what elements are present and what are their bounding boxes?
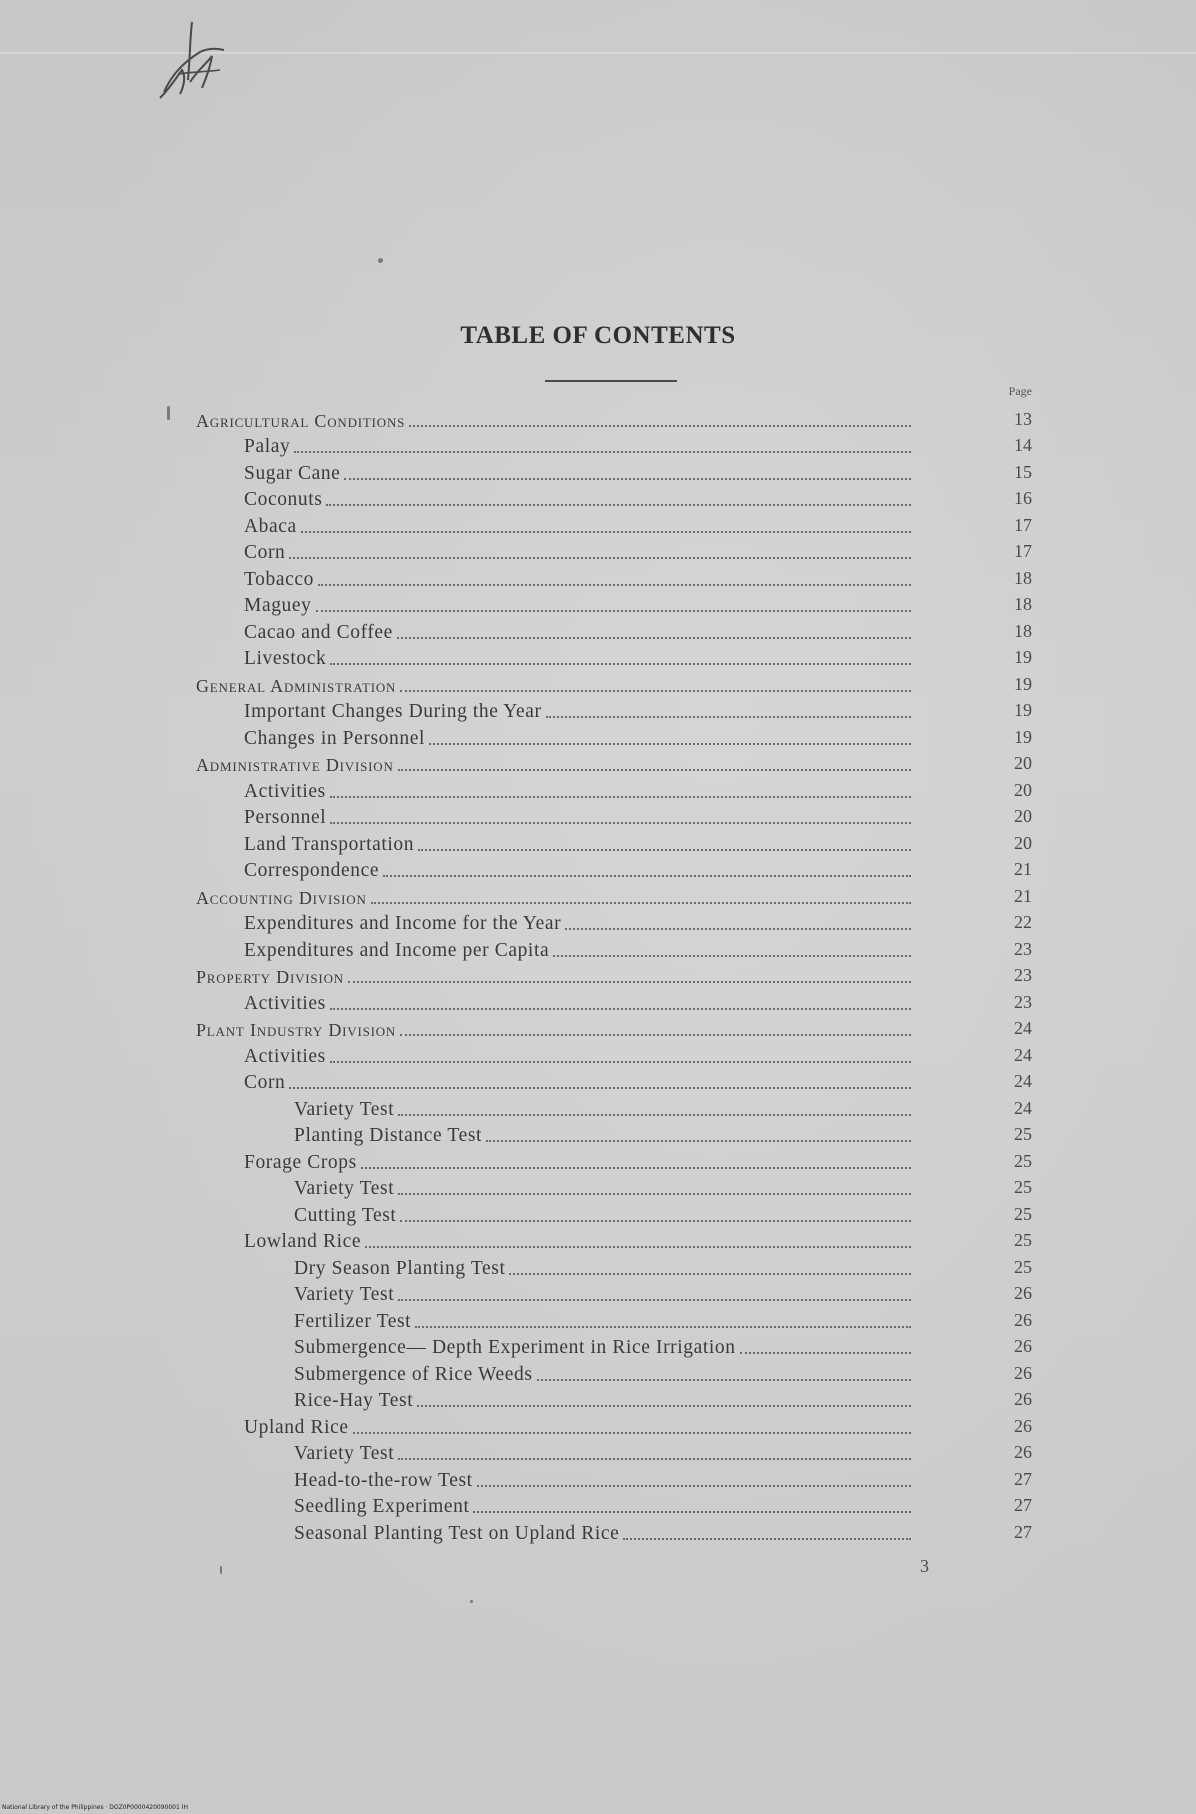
toc-entry-line bbox=[294, 1496, 959, 1518]
dot-leader bbox=[318, 584, 911, 586]
toc-entry-page: 25 bbox=[1014, 1256, 1032, 1277]
dot-leader bbox=[348, 981, 911, 983]
toc-entry bbox=[0, 405, 1196, 432]
toc-entry bbox=[0, 697, 1196, 724]
toc-entry-page: 16 bbox=[1014, 488, 1032, 508]
toc-entry bbox=[0, 1200, 1196, 1227]
dot-leader bbox=[397, 637, 911, 639]
toc-entry-label: Cutting Test bbox=[294, 1204, 397, 1226]
toc-entry bbox=[0, 1280, 1196, 1307]
toc-entry-page: 24 bbox=[1014, 1044, 1032, 1065]
dot-leader bbox=[418, 849, 911, 851]
toc-entry bbox=[0, 776, 1196, 803]
toc-entry-line bbox=[196, 1019, 959, 1041]
toc-entry-line bbox=[294, 1311, 959, 1333]
paper-speck bbox=[470, 1600, 473, 1603]
toc-entry-label: Personnel bbox=[244, 807, 327, 828]
toc-entry-label: Variety Test bbox=[294, 1098, 395, 1120]
toc-entry-label: Seedling Experiment bbox=[294, 1496, 470, 1517]
toc-entry bbox=[0, 670, 1196, 697]
dot-leader bbox=[344, 478, 911, 480]
toc-entry-label: Maguey bbox=[244, 595, 312, 616]
dot-leader bbox=[330, 822, 911, 824]
dot-leader bbox=[326, 504, 911, 506]
dot-leader bbox=[409, 425, 911, 427]
toc-entry-label: Livestock bbox=[244, 648, 327, 669]
toc-entry-page: 24 bbox=[1014, 1071, 1032, 1091]
toc-entry bbox=[0, 485, 1196, 512]
toc-entry-line bbox=[294, 1470, 959, 1492]
dot-leader bbox=[316, 610, 912, 612]
dot-leader bbox=[398, 1114, 911, 1116]
dot-leader bbox=[429, 743, 911, 745]
toc-entry bbox=[0, 909, 1196, 936]
toc-entry-line bbox=[196, 675, 959, 697]
toc-entry-page: 18 bbox=[1014, 620, 1032, 641]
toc-entry-line bbox=[244, 807, 959, 829]
toc-entry-page: 18 bbox=[1014, 594, 1032, 614]
toc-entry-page: 21 bbox=[1014, 859, 1032, 879]
toc-entry-line bbox=[244, 1046, 959, 1068]
toc-entry-label: Lowland Rice bbox=[244, 1231, 362, 1252]
toc-entry-label: Corn bbox=[244, 542, 286, 563]
toc-entry-line bbox=[244, 913, 959, 935]
toc-entry-label: Sugar Cane bbox=[244, 462, 341, 484]
toc-entry-label: Coconuts bbox=[244, 489, 323, 510]
toc-entry-page: 26 bbox=[1014, 1309, 1032, 1330]
toc-entry-page: 27 bbox=[1014, 1468, 1032, 1489]
toc-entry-label: Agricultural Conditions bbox=[196, 410, 406, 431]
toc-entry bbox=[0, 1121, 1196, 1148]
toc-entry-line bbox=[294, 1390, 959, 1412]
paper-speck bbox=[220, 1566, 222, 1574]
dot-leader bbox=[537, 1379, 911, 1381]
toc-entry bbox=[0, 723, 1196, 750]
toc-entry-line bbox=[244, 1417, 959, 1439]
dot-leader bbox=[371, 902, 911, 904]
dot-leader bbox=[301, 531, 911, 533]
toc-entry-page: 15 bbox=[1014, 461, 1032, 482]
dot-leader bbox=[398, 1299, 911, 1301]
dot-leader bbox=[398, 1193, 911, 1195]
toc-entry-label: Upland Rice bbox=[244, 1416, 349, 1438]
toc-entry-label: Correspondence bbox=[244, 860, 380, 881]
toc-entry-label: Head-to-the-row Test bbox=[294, 1469, 473, 1491]
toc-entry-line bbox=[244, 648, 959, 670]
toc-entry-line bbox=[294, 1258, 959, 1280]
toc-entry-label: Submergence— Depth Experiment in Rice Irrigation bbox=[294, 1337, 736, 1358]
toc-entry-line bbox=[244, 622, 959, 644]
toc-entry-page: 23 bbox=[1014, 991, 1032, 1012]
toc-entry-label: Important Changes During the Year bbox=[244, 701, 542, 722]
dot-leader bbox=[400, 690, 911, 692]
toc-entry-label: Changes in Personnel bbox=[244, 727, 425, 749]
dot-leader bbox=[417, 1405, 911, 1407]
toc-entry-line bbox=[294, 1205, 959, 1227]
toc-entry bbox=[0, 1359, 1196, 1386]
toc-entry bbox=[0, 591, 1196, 618]
toc-entry bbox=[0, 432, 1196, 459]
toc-entry-page: 20 bbox=[1014, 806, 1032, 826]
dot-leader bbox=[398, 769, 911, 771]
toc-entry bbox=[0, 962, 1196, 989]
toc-entry-page: 19 bbox=[1014, 700, 1032, 720]
toc-entry-label: Forage Crops bbox=[244, 1151, 357, 1173]
toc-entry-label: General Administration bbox=[196, 675, 397, 696]
toc-entry-line bbox=[196, 410, 959, 432]
toc-entry-line bbox=[244, 993, 959, 1015]
toc-entry-line bbox=[196, 887, 959, 909]
toc-entry-line bbox=[244, 728, 959, 750]
toc-entry-line bbox=[244, 1152, 959, 1174]
toc-entry-line bbox=[294, 1284, 959, 1306]
toc-entry bbox=[0, 1227, 1196, 1254]
toc-entry-page: 25 bbox=[1014, 1150, 1032, 1171]
toc-entry-page: 26 bbox=[1014, 1442, 1032, 1462]
toc-entry-label: Property Division bbox=[196, 967, 344, 987]
toc-entry-label: Planting Distance Test bbox=[294, 1125, 483, 1146]
dot-leader bbox=[486, 1140, 911, 1142]
toc-entry-label: Expenditures and Income for the Year bbox=[244, 913, 562, 934]
title-rule bbox=[545, 380, 677, 382]
toc-entry-line bbox=[244, 701, 959, 723]
toc-entry-page: 13 bbox=[1014, 408, 1032, 429]
toc-entry-line bbox=[196, 966, 959, 988]
toc-entry bbox=[0, 1253, 1196, 1280]
toc-entry bbox=[0, 1465, 1196, 1492]
toc-entry-line bbox=[244, 834, 959, 856]
toc-entry-label: Tobacco bbox=[244, 568, 314, 590]
toc-entry-label: Land Transportation bbox=[244, 833, 415, 855]
toc-entry-line bbox=[244, 1231, 959, 1253]
toc-entry bbox=[0, 1041, 1196, 1068]
dot-leader bbox=[289, 1087, 911, 1089]
toc-entry-page: 20 bbox=[1014, 753, 1032, 773]
toc-entry-line bbox=[196, 754, 959, 776]
toc-entry bbox=[0, 564, 1196, 591]
toc-entry-label: Activities bbox=[244, 1045, 326, 1067]
page-number: 3 bbox=[920, 1556, 929, 1576]
toc-entry-label: Activities bbox=[244, 780, 326, 802]
toc-entry bbox=[0, 617, 1196, 644]
toc-entry-line bbox=[294, 1523, 959, 1545]
toc-entry bbox=[0, 1015, 1196, 1042]
dot-leader bbox=[398, 1458, 911, 1460]
handwritten-initials bbox=[150, 18, 240, 108]
toc-entry-line bbox=[244, 940, 959, 962]
toc-entry-label: Expenditures and Income per Capita bbox=[244, 939, 550, 961]
dot-leader bbox=[361, 1167, 911, 1169]
toc-entry-line bbox=[244, 436, 959, 458]
toc-entry-page: 24 bbox=[1014, 1097, 1032, 1118]
toc-entry-page: 27 bbox=[1014, 1521, 1032, 1542]
toc-entry bbox=[0, 1333, 1196, 1360]
toc-entry bbox=[0, 1439, 1196, 1466]
toc-entry-line bbox=[244, 595, 959, 617]
toc-entry-page: 22 bbox=[1014, 912, 1032, 932]
toc-entry bbox=[0, 935, 1196, 962]
toc-entry-page: 19 bbox=[1014, 726, 1032, 747]
page-column-header: Page bbox=[1008, 384, 1032, 398]
toc-entry-line bbox=[244, 542, 959, 564]
toc-entry-page: 21 bbox=[1014, 885, 1032, 906]
toc-entry-page: 17 bbox=[1014, 514, 1032, 535]
toc-entry bbox=[0, 803, 1196, 830]
dot-leader bbox=[473, 1511, 911, 1513]
toc-entry-page: 27 bbox=[1014, 1495, 1032, 1515]
dot-leader bbox=[383, 875, 911, 877]
dot-leader bbox=[546, 716, 911, 718]
toc-entry-page: 24 bbox=[1014, 1018, 1032, 1038]
toc-entry-line bbox=[294, 1443, 959, 1465]
toc-entry-page: 19 bbox=[1014, 673, 1032, 694]
toc-entry-page: 26 bbox=[1014, 1389, 1032, 1409]
toc-entry bbox=[0, 1068, 1196, 1095]
dot-leader bbox=[289, 557, 911, 559]
toc-entry-page: 26 bbox=[1014, 1362, 1032, 1383]
toc-entry bbox=[0, 511, 1196, 538]
toc-entry bbox=[0, 644, 1196, 671]
toc-entry-page: 20 bbox=[1014, 832, 1032, 853]
toc-entry-label: Variety Test bbox=[294, 1443, 395, 1464]
dot-leader bbox=[294, 451, 911, 453]
toc-entry-page: 26 bbox=[1014, 1283, 1032, 1303]
toc-entry-label: Submergence of Rice Weeds bbox=[294, 1363, 533, 1385]
toc-entry bbox=[0, 1492, 1196, 1519]
toc-entry-page: 23 bbox=[1014, 965, 1032, 985]
toc-entry bbox=[0, 1306, 1196, 1333]
toc-entry bbox=[0, 1518, 1196, 1545]
toc-entry-page: 25 bbox=[1014, 1124, 1032, 1144]
toc-entry-line bbox=[294, 1125, 959, 1147]
dot-leader bbox=[400, 1220, 911, 1222]
toc-entry-label: Rice-Hay Test bbox=[294, 1390, 414, 1411]
toc-entry bbox=[0, 538, 1196, 565]
toc-entry-label: Seasonal Planting Test on Upland Rice bbox=[294, 1522, 620, 1544]
paper-speck bbox=[378, 258, 383, 263]
toc-entry-label: Activities bbox=[244, 992, 326, 1014]
dot-leader bbox=[553, 955, 911, 957]
dot-leader bbox=[330, 796, 911, 798]
toc-entry-label: Plant Industry Division bbox=[196, 1020, 397, 1040]
toc-entry bbox=[0, 750, 1196, 777]
toc-entry-label: Accounting Division bbox=[196, 887, 367, 908]
dot-leader bbox=[365, 1246, 911, 1248]
toc-entry-label: Variety Test bbox=[294, 1178, 395, 1199]
toc-entry-page: 25 bbox=[1014, 1230, 1032, 1250]
toc-entry-label: Cacao and Coffee bbox=[244, 621, 393, 643]
toc-entry-line bbox=[294, 1178, 959, 1200]
toc-entry-line bbox=[294, 1337, 959, 1359]
toc-entry bbox=[0, 988, 1196, 1015]
toc-entry-line bbox=[244, 781, 959, 803]
toc-entry bbox=[0, 829, 1196, 856]
toc-entry-line bbox=[294, 1099, 959, 1121]
toc-entry-line bbox=[244, 860, 959, 882]
toc-entry-page: 20 bbox=[1014, 779, 1032, 800]
dot-leader bbox=[509, 1273, 911, 1275]
toc-entry-line bbox=[244, 489, 959, 511]
dot-leader bbox=[477, 1485, 911, 1487]
dot-leader bbox=[353, 1432, 911, 1434]
dot-leader bbox=[400, 1034, 911, 1036]
toc-entry-page: 25 bbox=[1014, 1203, 1032, 1224]
toc-entry-line bbox=[244, 516, 959, 538]
toc-entry-page: 26 bbox=[1014, 1415, 1032, 1436]
toc-entry-label: Corn bbox=[244, 1072, 286, 1093]
toc-entry bbox=[0, 1094, 1196, 1121]
toc-entry bbox=[0, 882, 1196, 909]
page-title: TABLE OF CONTENTS bbox=[460, 322, 736, 349]
toc-entry bbox=[0, 458, 1196, 485]
dot-leader bbox=[623, 1538, 911, 1540]
toc-entry-page: 25 bbox=[1014, 1177, 1032, 1197]
toc-entry-label: Fertilizer Test bbox=[294, 1310, 412, 1332]
toc-entry-label: Palay bbox=[244, 436, 291, 457]
toc-entry-page: 17 bbox=[1014, 541, 1032, 561]
toc-entry-page: 19 bbox=[1014, 647, 1032, 667]
toc-entry bbox=[0, 856, 1196, 883]
dot-leader bbox=[565, 928, 911, 930]
toc-entry-label: Abaca bbox=[244, 515, 297, 537]
table-of-contents bbox=[0, 405, 1196, 1545]
archive-credit: National Library of the Philippines · DOZ0P0000420090001 IH bbox=[2, 1804, 188, 1811]
toc-entry-label: Administrative Division bbox=[196, 755, 394, 775]
toc-entry-line bbox=[244, 569, 959, 591]
toc-entry-label: Variety Test bbox=[294, 1284, 395, 1305]
dot-leader bbox=[330, 1008, 911, 1010]
toc-entry-label: Dry Season Planting Test bbox=[294, 1257, 506, 1279]
dot-leader bbox=[415, 1326, 911, 1328]
dot-leader bbox=[330, 1061, 911, 1063]
toc-entry bbox=[0, 1412, 1196, 1439]
toc-entry-page: 26 bbox=[1014, 1336, 1032, 1356]
toc-entry-page: 14 bbox=[1014, 435, 1032, 455]
toc-entry bbox=[0, 1386, 1196, 1413]
toc-entry-page: 18 bbox=[1014, 567, 1032, 588]
toc-entry bbox=[0, 1147, 1196, 1174]
toc-entry-line bbox=[244, 1072, 959, 1094]
toc-entry bbox=[0, 1174, 1196, 1201]
toc-entry-page: 23 bbox=[1014, 938, 1032, 959]
toc-entry-line bbox=[244, 463, 959, 485]
dot-leader bbox=[740, 1352, 911, 1354]
dot-leader bbox=[330, 663, 911, 665]
toc-entry-line bbox=[294, 1364, 959, 1386]
